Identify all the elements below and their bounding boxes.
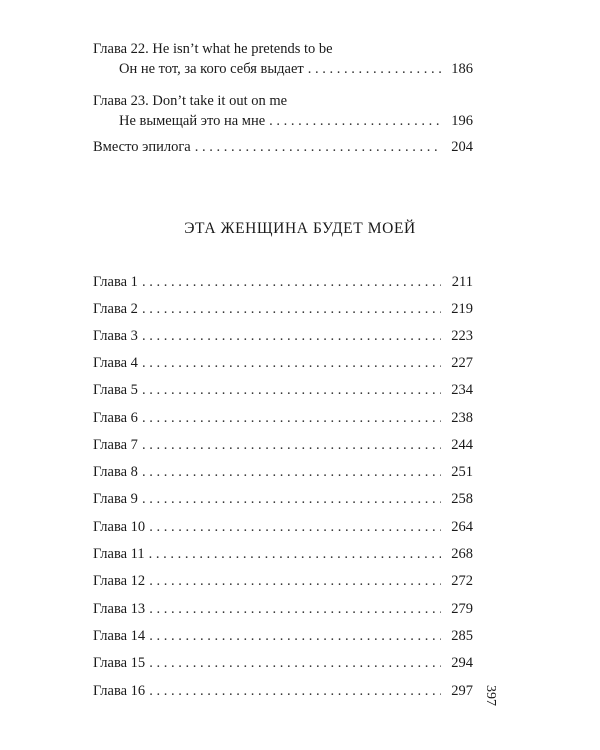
toc-page-number: 186 bbox=[451, 61, 473, 77]
toc-entry-chapter bbox=[93, 682, 473, 700]
toc-label: Глава 2 bbox=[93, 301, 138, 317]
toc-page-number: 234 bbox=[451, 382, 473, 398]
dot-leader bbox=[149, 600, 441, 618]
toc-page-number: 227 bbox=[451, 355, 473, 371]
toc-page-number: 297 bbox=[451, 683, 473, 699]
toc-entry-chapter bbox=[93, 436, 473, 454]
toc-label: Глава 9 bbox=[93, 491, 138, 507]
toc-page-number: 264 bbox=[451, 519, 473, 535]
dot-leader bbox=[149, 682, 441, 700]
toc-page-number: 272 bbox=[451, 573, 473, 589]
toc-heading-chapter-23: Глава 23. Don’t take it out on me bbox=[93, 93, 288, 109]
toc-label: Глава 15 bbox=[93, 655, 146, 671]
dot-leader bbox=[142, 463, 441, 481]
dot-leader bbox=[149, 654, 441, 672]
dot-leader bbox=[149, 518, 441, 536]
toc-label: Глава 1 bbox=[93, 274, 138, 290]
toc-page-number: 219 bbox=[451, 301, 473, 317]
toc-entry-chapter bbox=[93, 654, 473, 672]
dot-leader bbox=[142, 409, 441, 427]
toc-entry-chapter bbox=[93, 463, 473, 481]
toc-entry-chapter bbox=[93, 327, 473, 345]
toc-label: Глава 8 bbox=[93, 464, 138, 480]
toc-label: Глава 13 bbox=[93, 601, 146, 617]
dot-leader bbox=[142, 354, 441, 372]
toc-page-number: 204 bbox=[451, 139, 473, 155]
dot-leader bbox=[269, 112, 441, 130]
toc-entry-chapter bbox=[93, 381, 473, 399]
toc-page-number: 279 bbox=[451, 601, 473, 617]
toc-subtitle: Он не тот, за кого себя выдает bbox=[119, 61, 304, 77]
toc-page-number: 285 bbox=[451, 628, 473, 644]
dot-leader bbox=[142, 490, 441, 508]
toc-page-number: 211 bbox=[451, 274, 473, 290]
toc-entry-chapter bbox=[93, 490, 473, 508]
toc-heading-chapter-22: Глава 22. He isn’t what he pretends to be bbox=[93, 41, 333, 57]
toc-page-number: 223 bbox=[451, 328, 473, 344]
toc-label: Глава 3 bbox=[93, 328, 138, 344]
dot-leader bbox=[142, 327, 441, 345]
toc-entry-chapter-22 bbox=[119, 60, 473, 78]
dot-leader bbox=[308, 60, 441, 78]
dot-leader bbox=[149, 572, 441, 590]
toc-page-number: 238 bbox=[451, 410, 473, 426]
toc-subtitle: Не вымещай это на мне bbox=[119, 113, 266, 129]
toc-label: Глава 16 bbox=[93, 683, 146, 699]
page-number-folio: 397 bbox=[483, 685, 498, 706]
toc-label: Глава 4 bbox=[93, 355, 138, 371]
toc-label: Глава 12 bbox=[93, 573, 146, 589]
dot-leader bbox=[142, 300, 441, 318]
toc-entry-chapter-23 bbox=[119, 112, 473, 130]
toc-page-number: 196 bbox=[451, 113, 473, 129]
toc-label: Глава 5 bbox=[93, 382, 138, 398]
toc-page-number: 244 bbox=[451, 437, 473, 453]
toc-entry-chapter bbox=[93, 409, 473, 427]
toc-entry-epilogue bbox=[93, 138, 473, 156]
toc-label: Глава 10 bbox=[93, 519, 146, 535]
dot-leader bbox=[149, 627, 441, 645]
toc-entry-chapter bbox=[93, 273, 473, 291]
toc-entry-chapter bbox=[93, 300, 473, 318]
toc-page-number: 268 bbox=[451, 546, 473, 562]
dot-leader bbox=[142, 436, 441, 454]
toc-entry-chapter bbox=[93, 518, 473, 536]
toc-entry-chapter bbox=[93, 600, 473, 618]
dot-leader bbox=[149, 545, 441, 563]
toc-label: Глава 11 bbox=[93, 546, 145, 562]
toc-label: Глава 6 bbox=[93, 410, 138, 426]
toc-label: Глава 14 bbox=[93, 628, 146, 644]
toc-entry-chapter bbox=[93, 545, 473, 563]
toc-page-number: 251 bbox=[451, 464, 473, 480]
toc-page-number: 258 bbox=[451, 491, 473, 507]
section-title: ЭТА ЖЕНЩИНА БУДЕТ МОЕЙ bbox=[184, 220, 416, 237]
toc-label: Вместо эпилога bbox=[93, 139, 191, 155]
toc-label: Глава 7 bbox=[93, 437, 138, 453]
dot-leader bbox=[195, 138, 441, 156]
dot-leader bbox=[142, 381, 441, 399]
toc-entry-chapter bbox=[93, 572, 473, 590]
toc-entry-chapter bbox=[93, 354, 473, 372]
toc-entry-chapter bbox=[93, 627, 473, 645]
dot-leader bbox=[142, 273, 441, 291]
toc-page-number: 294 bbox=[451, 655, 473, 671]
